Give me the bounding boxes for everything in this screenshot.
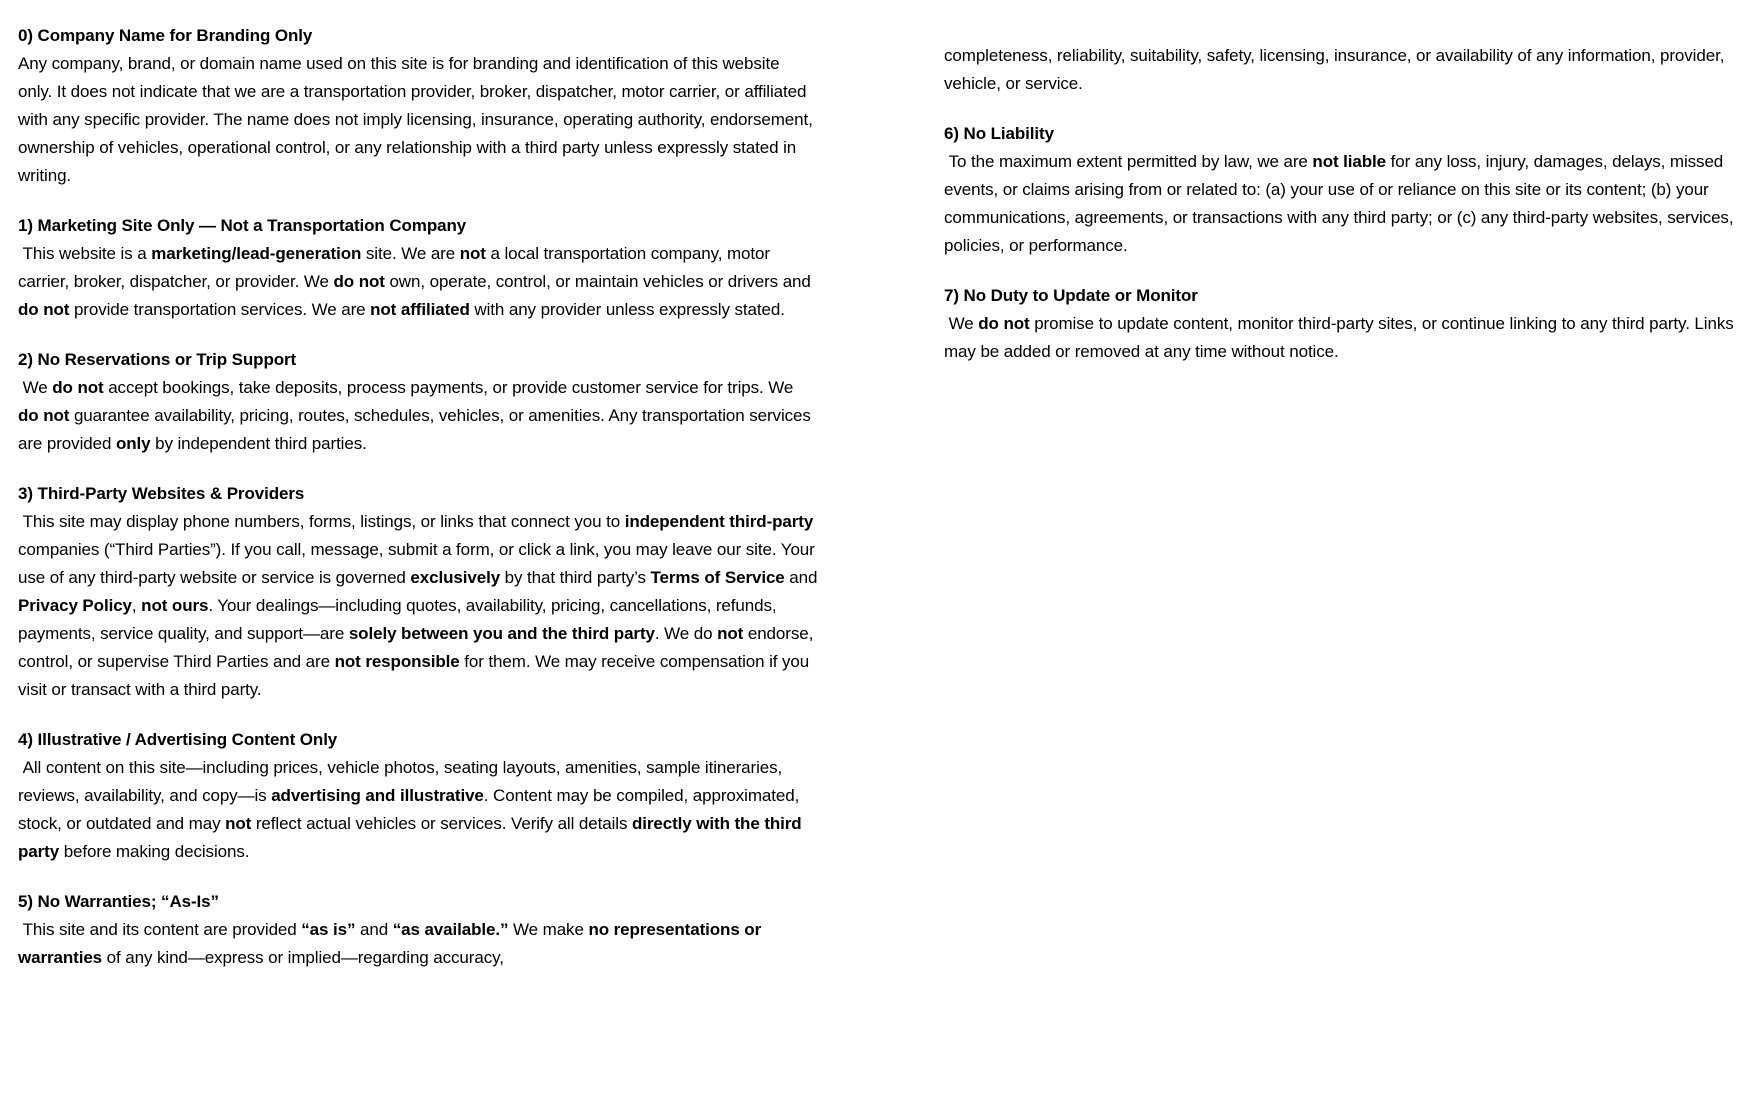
section-heading: 7) No Duty to Update or Monitor xyxy=(944,286,1198,305)
body-text: reflect actual vehicles or services. Verify all details xyxy=(251,814,632,833)
section-body xyxy=(944,42,1744,98)
bold-text: not xyxy=(717,624,744,643)
bold-text: do not xyxy=(18,300,70,319)
body-text: . Content may be compiled, approximated, stock, or outdated and may xyxy=(18,786,804,833)
body-text: a local transportation company, motor carrier, broker, dispatcher, or provider. We xyxy=(18,244,775,291)
column-left xyxy=(18,22,822,994)
body-text: We make xyxy=(508,920,589,939)
body-text: . Your dealings—including quotes, availability, pricing, cancellations, refunds, payments, service quality, and support—are xyxy=(18,596,782,643)
section-body xyxy=(18,508,822,704)
body-text: own, operate, control, or maintain vehicles or drivers and xyxy=(384,272,816,291)
bold-text: do not xyxy=(978,314,1030,333)
body-text: for any loss, injury, damages, delays, missed events, or claims arising from or related to: (a) your use of or reliance on this site or its content; (b) your communications, agreements, or transactions with any third party; or (c) any third-party websites, services, policies, or performance. xyxy=(944,152,1739,255)
bold-text: “as available.” xyxy=(392,920,509,939)
bold-text: solely between you and the third party xyxy=(348,624,655,643)
body-text: companies (“Third Parties”). If you call, message, submit a form, or click a link, you may leave our site. Your use of any third-party website or service is governed xyxy=(18,512,820,587)
body-text: We xyxy=(944,314,979,333)
section xyxy=(18,480,822,704)
body-text: Any company, brand, or domain name used on this site is for branding and identification of this website only. It does not indicate that we are a transportation provider, broker, dispatcher, motor carrier, or affiliated with any specific provider. The name does not imply licensing, insurance, operating authority, endorsement, ownership of vehicles, operational control, or any relationship with a third party unless expressly stated in writing. xyxy=(18,54,818,185)
section-heading: 4) Illustrative / Advertising Content Only xyxy=(18,730,338,749)
bold-text: not affiliated xyxy=(370,300,470,319)
body-text: by independent third parties. xyxy=(150,434,367,453)
bold-text: not ours xyxy=(141,596,209,615)
body-text: , xyxy=(131,596,142,615)
body-text: This site and its content are provided xyxy=(18,920,302,939)
body-text: and xyxy=(355,920,393,939)
section xyxy=(18,726,818,866)
section xyxy=(944,42,1744,98)
body-text: To the maximum extent permitted by law, we are xyxy=(944,152,1313,171)
bold-text: advertising and illustrative xyxy=(271,786,484,805)
section xyxy=(18,888,818,972)
body-text: promise to update content, monitor third-party sites, or continue linking to any third party. Links may be added or removed at any time without notice. xyxy=(944,314,1739,361)
column-right xyxy=(944,42,1744,388)
bold-text: do not xyxy=(18,406,70,425)
body-text: before making decisions. xyxy=(59,842,250,861)
body-text: This site may display phone numbers, forms, listings, or links that connect you to xyxy=(18,512,625,531)
bold-text: marketing/lead-generation xyxy=(151,244,362,263)
section-body xyxy=(18,374,818,458)
section-heading: 0) Company Name for Branding Only xyxy=(18,26,313,45)
body-text: This website is a xyxy=(18,244,152,263)
body-text: provide transportation services. We are xyxy=(69,300,371,319)
bold-text: exclusively xyxy=(410,568,501,587)
body-text: by that third party’s xyxy=(500,568,651,587)
body-text: accept bookings, take deposits, process payments, or provide customer service for trips. We xyxy=(103,378,798,397)
section-body xyxy=(18,916,818,972)
body-text: and xyxy=(784,568,822,587)
body-text: with any provider unless expressly stated. xyxy=(469,300,785,319)
body-text: All content on this site—including prices, vehicle photos, seating layouts, amenities, sample itineraries, reviews, availability, and copy—is xyxy=(18,758,787,805)
bold-text: no representations or warranties xyxy=(18,920,766,967)
section-body xyxy=(18,754,818,866)
section-body xyxy=(944,148,1744,260)
bold-text: not responsible xyxy=(334,652,460,671)
body-text: We xyxy=(18,378,53,397)
section xyxy=(944,282,1744,366)
bold-text: only xyxy=(115,434,151,453)
section-heading: 3) Third-Party Websites & Providers xyxy=(18,484,305,503)
body-text: of any kind—express or implied—regarding accuracy, xyxy=(102,948,504,967)
section-heading: 1) Marketing Site Only — Not a Transportation Company xyxy=(18,216,467,235)
body-text: site. We are xyxy=(361,244,460,263)
bold-text: Privacy Policy xyxy=(18,596,132,615)
bold-text: directly with the third party xyxy=(18,814,807,861)
bold-text: Terms of Service xyxy=(650,568,785,587)
section-body xyxy=(944,310,1744,366)
section-heading: 2) No Reservations or Trip Support xyxy=(18,350,297,369)
section-body xyxy=(18,240,818,324)
body-text: . We do xyxy=(654,624,718,643)
body-text: guarantee availability, pricing, routes, schedules, vehicles, or amenities. Any transportation services are provided xyxy=(18,406,816,453)
bold-text: not liable xyxy=(1312,152,1387,171)
bold-text: not xyxy=(459,244,486,263)
body-text: for them. We may receive compensation if you visit or transact with a third party. xyxy=(18,652,814,699)
section xyxy=(18,22,818,190)
section-heading: 6) No Liability xyxy=(944,124,1054,143)
bold-text: “as is” xyxy=(301,920,356,939)
section-heading: 5) No Warranties; “As-Is” xyxy=(18,892,219,911)
section xyxy=(18,212,818,324)
bold-text: do not xyxy=(333,272,385,291)
bold-text: do not xyxy=(52,378,104,397)
section xyxy=(944,120,1744,260)
bold-text: not xyxy=(225,814,252,833)
section-body xyxy=(18,50,818,190)
section xyxy=(18,346,818,458)
body-text: endorse, control, or supervise Third Parties and are xyxy=(18,624,818,671)
bold-text: independent third-party xyxy=(624,512,814,531)
body-text: completeness, reliability, suitability, safety, licensing, insurance, or availability of any information, provider, vehicle, or service. xyxy=(944,46,1729,93)
